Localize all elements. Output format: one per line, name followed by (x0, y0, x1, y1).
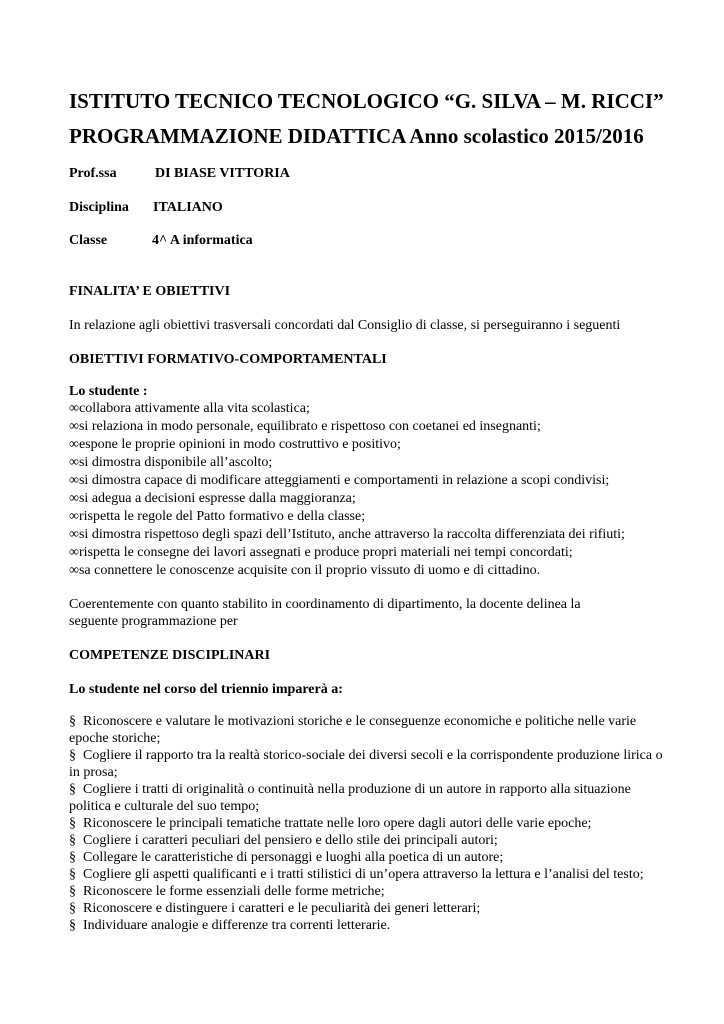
finalita-heading: FINALITA’ E OBIETTIVI (69, 284, 231, 299)
obiettivo-text: si dimostra disponibile all’ascolto; (78, 455, 273, 470)
obiettivo-text: si adegua a decisioni espresse dalla maggioranza; (78, 491, 356, 506)
competenza-item (69, 900, 669, 917)
competenza-item (69, 883, 669, 900)
subject-label: Disciplina (69, 200, 129, 215)
competenza-item (69, 866, 669, 883)
infinity-bullet-icon: ∞ (69, 401, 79, 416)
prof-value: DI BIASE VITTORIA (155, 166, 290, 181)
section-bullet-icon: § (69, 884, 76, 899)
competenze-subheading: Lo studente nel corso del triennio imparerà a: (69, 682, 343, 697)
obiettivo-text: rispetta le regole del Patto formativo e della classe; (78, 509, 366, 524)
section-bullet-icon: § (69, 714, 76, 729)
competenza-text: Riconoscere le forme essenziali delle forme metriche; (83, 884, 385, 899)
section-bullet-icon: § (69, 782, 76, 797)
obiettivo-item (69, 472, 625, 490)
subject-value: ITALIANO (153, 200, 223, 215)
obiettivo-text: si dimostra capace di modificare atteggiamenti e comportamenti in relazione a scopi condivisi; (78, 473, 610, 488)
competenza-text: Riconoscere le principali tematiche trattate nelle loro opere dagli autori delle varie epoche; (83, 816, 592, 831)
section-bullet-icon: § (69, 918, 76, 933)
finalita-intro: In relazione agli obiettivi trasversali concordati dal Consiglio di classe, si perseguiranno i seguenti (69, 318, 621, 333)
competenze-heading: COMPETENZE DISCIPLINARI (69, 648, 271, 663)
obiettivi-list (69, 400, 625, 580)
infinity-bullet-icon: ∞ (69, 545, 79, 560)
infinity-bullet-icon: ∞ (69, 473, 79, 488)
programme-title: PROGRAMMAZIONE DIDATTICA Anno scolastico 2015/2016 (69, 124, 644, 148)
competenza-text: Cogliere i caratteri peculiari del pensiero e dello stile dei principali autori; (83, 833, 498, 848)
prof-label: Prof.ssa (69, 166, 117, 181)
infinity-bullet-icon: ∞ (69, 419, 79, 434)
obiettivo-item (69, 490, 625, 508)
class-label: Classe (69, 233, 108, 248)
infinity-bullet-icon: ∞ (69, 455, 79, 470)
competenza-text: Riconoscere e distinguere i caratteri e le peculiarità dei generi letterari; (83, 901, 481, 916)
competenza-item (69, 713, 669, 747)
obiettivo-text: collabora attivamente alla vita scolastica; (78, 401, 310, 416)
competenza-text: Individuare analogie e differenze tra correnti letterarie. (83, 918, 391, 933)
competenza-item (69, 747, 669, 781)
coerentemente-line-1: Coerentemente con quanto stabilito in coordinamento di dipartimento, la docente delinea la (69, 597, 581, 612)
obiettivo-item (69, 544, 625, 562)
section-bullet-icon: § (69, 833, 76, 848)
obiettivo-item (69, 436, 625, 454)
competenza-item (69, 832, 669, 849)
obiettivo-item (69, 562, 625, 580)
obiettivo-text: espone le proprie opinioni in modo costruttivo e positivo; (78, 437, 401, 452)
infinity-bullet-icon: ∞ (69, 527, 79, 542)
competenza-item (69, 781, 669, 815)
obiettivo-item (69, 418, 625, 436)
section-bullet-icon: § (69, 816, 76, 831)
obiettivi-heading: OBIETTIVI FORMATIVO-COMPORTAMENTALI (69, 352, 387, 367)
competenza-text: Riconoscere e valutare le motivazioni storiche e le conseguenze economiche e politiche nelle varie epoche storiche; (69, 714, 637, 746)
class-value: 4^ A informatica (152, 233, 253, 248)
competenza-text: Cogliere gli aspetti qualificanti e i tratti stilistici di un’opera attraverso la lettura e l’analisi del testo; (83, 867, 644, 882)
obiettivo-item (69, 400, 625, 418)
section-bullet-icon: § (69, 867, 76, 882)
institute-title: ISTITUTO TECNICO TECNOLOGICO “G. SILVA – M. RICCI” (69, 89, 664, 113)
section-bullet-icon: § (69, 901, 76, 916)
infinity-bullet-icon: ∞ (69, 491, 79, 506)
section-bullet-icon: § (69, 748, 76, 763)
obiettivo-text: rispetta le consegne dei lavori assegnati e produce propri materiali nei tempi concordati; (78, 545, 573, 560)
coerentemente-line-2: seguente programmazione per (69, 614, 238, 629)
section-bullet-icon: § (69, 850, 76, 865)
infinity-bullet-icon: ∞ (69, 437, 79, 452)
obiettivo-item (69, 508, 625, 526)
obiettivo-text: si relaziona in modo personale, equilibrato e rispettoso con coetanei ed insegnanti; (78, 419, 541, 434)
competenza-item (69, 849, 669, 866)
competenza-item (69, 917, 669, 934)
obiettivo-item (69, 526, 625, 544)
competenze-list (69, 713, 669, 934)
competenza-text: Cogliere il rapporto tra la realtà storico-sociale dei diversi secoli e la corrispondente produzione lirica o in prosa; (69, 748, 663, 780)
obiettivo-text: si dimostra rispettoso degli spazi dell’Istituto, anche attraverso la raccolta differenziata dei rifiuti; (78, 527, 625, 542)
infinity-bullet-icon: ∞ (69, 509, 79, 524)
infinity-bullet-icon: ∞ (69, 563, 79, 578)
obiettivi-subheading: Lo studente : (69, 384, 148, 399)
competenza-text: Cogliere i tratti di originalità o continuità nella produzione di un autore in rapporto alla situazione politica e culturale del suo tempo; (69, 782, 631, 814)
obiettivo-text: sa connettere le conoscenze acquisite con il proprio vissuto di uomo e di cittadino. (78, 563, 541, 578)
obiettivo-item (69, 454, 625, 472)
competenza-item (69, 815, 669, 832)
competenza-text: Collegare le caratteristiche di personaggi e luoghi alla poetica di un autore; (83, 850, 504, 865)
